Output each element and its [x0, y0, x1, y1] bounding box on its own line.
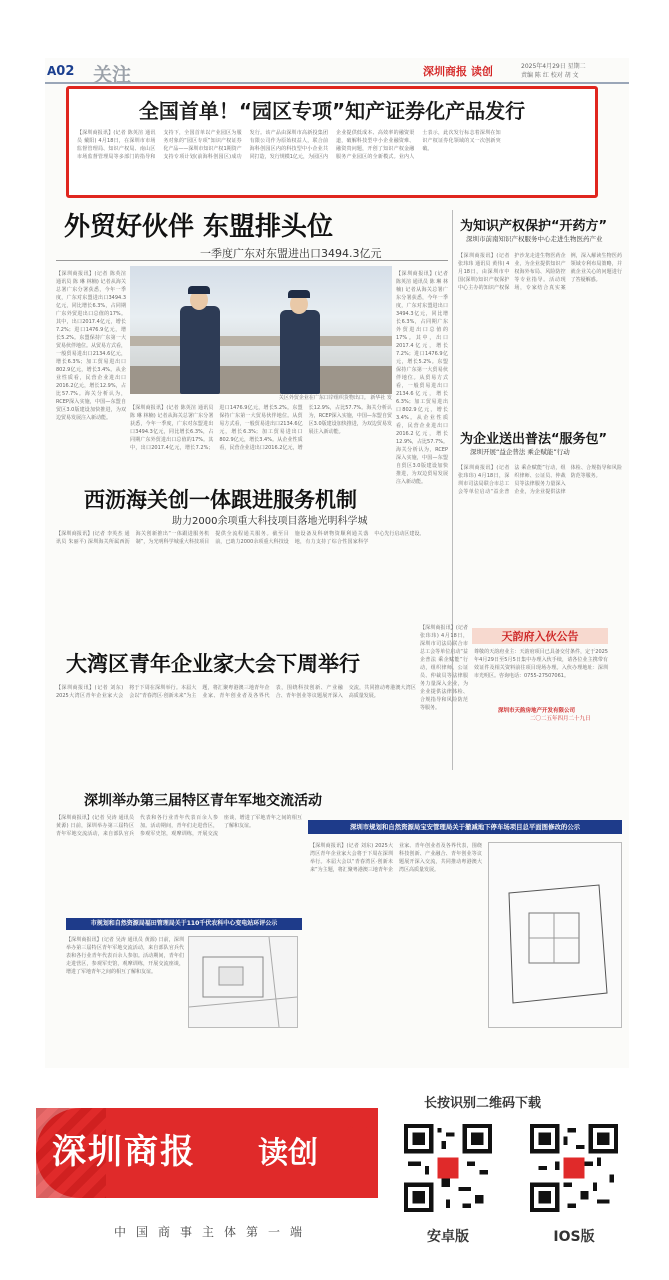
brand-name: 深圳商报 — [52, 1132, 196, 1172]
tender-notice-right-body: 【深圳商报讯】(记者 刘东) 2025大湾区青年企业家大会将于下周在深圳举行。本届大会以“青春湾区·创新未来”为主题，将汇聚粤港澳三地青年企业家、青年创业者及各界代表，围绕科技创新、产业融合、青年创业等议题展开深入交流，共同推动粤港澳大湾区高质量发展。 — [310, 843, 482, 873]
app-tag: APP — [347, 1124, 368, 1134]
military-story-headline[interactable]: 深圳举办第三届特区青年军地交流活动 — [84, 793, 322, 809]
site-map-image — [188, 936, 298, 1028]
notice-issuer: 深圳市天韵房地产开发有限公司 — [498, 708, 576, 714]
brand-slogan: 中国商事主体第一端 — [113, 1225, 312, 1239]
photo-shelf — [130, 336, 392, 346]
section-title: 关注 — [93, 64, 132, 86]
notice-body: 尊敬的天韵府业主：天韵府项目已具备交付条件，定于2025年4月29日至5月5日集中办理入伙手续，请各位业主携带有效证件及相关资料前往项目现场办理。入伙办理地址：深圳市光明区。咨询电话：0755-27507061。 — [474, 649, 608, 679]
qr-title: 长按识别二维码下载 — [424, 1096, 542, 1111]
android-label: 安卓版 — [427, 1229, 469, 1245]
site-map-svg — [189, 937, 297, 1027]
photo-cap-2 — [288, 290, 310, 298]
lead-story-subhead: 一季度广东对东盟进出口3494.3亿元 — [200, 247, 382, 260]
side-story-2-body: 【深圳商报讯】(记者 张玮玮) 4月18日，深圳市司法局联合市总工会等单位启动“益企普法 乘企赋能”行动，组织律师、公证员、仲裁员等法律服务力量深入企业，为企业提供法律体检、合规指导和风险防范等服务。 — [458, 465, 622, 495]
side-filler-text: 【深圳商报讯】(记者 张玮玮) 4月18日，深圳市司法局联合市总工会等单位启动“益企普法 乘企赋能”行动，组织律师、公证员、仲裁员等法律服务力量深入企业，为企业提供法律体检、合规指导和风险防范等服务。 — [420, 625, 468, 711]
top-story-box[interactable] — [66, 86, 598, 198]
customs-story-subhead: 助力2000余项重大科技项目落地光明科学城 — [172, 516, 368, 527]
page-number: A02 — [47, 64, 75, 79]
youth-story-body: 【深圳商报讯】(记者 刘东) 2025大湾区青年企业家大会将于下周在深圳举行。本届大会以“青春湾区·创新未来”为主题，将汇聚粤港澳三地青年企业家、青年创业者及各界代表，围绕科技创新、产业融合、青年创业等议题展开深入交流，共同推动粤港澳大湾区高质量发展。 — [56, 685, 416, 699]
android-qr-code[interactable] — [402, 1122, 494, 1214]
brand-app-name: 读创 — [258, 1136, 318, 1171]
paper-logo: 深圳商报 读创 — [423, 65, 493, 78]
photo-cap-1 — [188, 286, 210, 294]
youth-story-headline[interactable]: 大湾区青年企业家大会下周举行 — [66, 652, 360, 676]
android-qr-svg — [404, 1124, 492, 1212]
ios-qr-code[interactable] — [528, 1122, 620, 1214]
ios-label: IOS版 — [553, 1229, 595, 1245]
photo-caption: 关区外贸企业在广东口岸组织货物出口。 新华社 发 — [278, 395, 392, 401]
ios-qr-svg — [530, 1124, 618, 1212]
news-photo[interactable] — [130, 266, 392, 394]
notice-title[interactable]: 天韵府入伙公告 — [472, 628, 608, 644]
page-header — [45, 60, 629, 84]
notice-date: 二〇二五年四月二十九日 — [530, 716, 591, 722]
tender-notice-left-body: 【深圳商报讯】(记者 吴涛 通讯员 黄源) 日前，深圳举办第三届特区青年军地交流活动，来自部队官兵代表和各行业青年代表百余人参加。活动期间，青年们走进营区，参观军史馆，观摩训练，开展交流座谈，增进了军地青年之间的相互了解和友谊。 — [66, 937, 184, 975]
side-story-2-subhead: 深圳开展“益企普法 乘企赋能”行动 — [470, 448, 570, 456]
lead-story-body-col3: 【深圳商报讯】(记者 陈英渲 通讯员 陈 琳 林楠) 记者从海关总署广东分署获悉，今年一季度，广东对东盟进出口3494.3亿元，同比增长6.3%，占同期广东外贸进出口总值的17%。其中，出口2017.4亿元，增长7.2%；进口1476.9亿元，增长5.2%。东盟保持广东第一大贸易伙伴地位。从贸易方式看，一般贸易进出口2134.6亿元，增长6.3%；加工贸易进出口802.9亿元，增长3.4%。从企业性质看，民营企业进出口2016.2亿元，增长12.9%，占比57.7%。海关分析认为，RCEP深入实施，中国—东盟自贸区3.0版建设加快推进，为双边贸易发展注入新动能。 — [396, 271, 448, 485]
customs-story-headline[interactable]: 西沥海关创一体跟进服务机制 — [84, 488, 357, 512]
photo-floor — [130, 366, 392, 394]
lead-story-headline[interactable]: 外贸好伙伴 东盟排头位 — [64, 212, 334, 242]
customs-story-body: 【深圳商报讯】(记者 李英杰 通讯员 朱丽平) 深圳海关所属西沥海关创新推出“一体跟进服务机制”，为光明科学城重大科技项目提供全流程通关服务。截至目前，已助力2000余项重大科技设施设备及科研物资顺利通关落地，有力支持了综合性国家科学中心先行启动区建设。 — [56, 531, 425, 545]
divider — [56, 260, 448, 261]
military-story-body: 【深圳商报讯】(记者 吴涛 通讯员 黄源) 日前，深圳举办第三届特区青年军地交流活动，来自部队官兵代表和各行业青年代表百余人参加。活动期间，青年们走进营区，参观军史馆，观摩训练，开展交流座谈，增进了军地青年之间的相互了解和友谊。 — [56, 815, 302, 837]
floor-plan-svg — [489, 843, 621, 1027]
tender-notice-right-title[interactable]: 深圳市规划和自然资源局宝安管理局关于撤减地下停车场项目总平面图修改的公示 — [308, 820, 622, 834]
photo-person-2 — [280, 310, 320, 394]
floor-plan-image — [488, 842, 622, 1028]
side-story-1-body: 【深圳商报讯】(记者 张玮玮 通讯员 黄伟) 4月18日，由深圳市中国(深圳)知识产权保护中心主办的知识产权保护沙龙走进生物医药企业，为企业提供知识产权海外布局、风险防控等专业指导。活动现场，专家结合真实案例，深入解读生物医药领域专利布局策略，并就企业关心的问题进行了答疑解惑。 — [458, 253, 622, 291]
top-story-body: 【深圳商报讯】(记者 陈英渲 通讯员 戴阳) 4月18日，在深圳市市场监督管理局、知识产权局、南山区市场监督管理局等多部门的指导和支持下，全国首单以产业园区为服务对象的“园区专项”知识产权证券化产品——深圳市知识产权1期资产支持专项计划(前海科创园区)成功发行。该产品由深圳市高新投集团有限公司作为原始权益人，联合前海科创园区内的科技型中小企业共同打造，发行规模1亿元，为园区内企业提供低成本、高效率的融资渠道，破解科技型中小企业融资难、融资贵问题，开创了知识产权金融服务产业园区的全新模式。业内人士表示，此次发行标志着深圳在知识产权证券化领域的又一次创新突破。 — [77, 130, 501, 160]
top-story-headline: 全国首单！“园区专项”知产证券化产品发行 — [138, 99, 526, 123]
side-story-1-subhead: 深圳市前南知识产权服务中心走进生物医药产业 — [466, 235, 603, 243]
lead-story-body-col1: 【深圳商报讯】(记者 陈英渲 通讯员 陈 琳 林楠) 记者从海关总署广东分署获悉，今年一季度，广东对东盟进出口3494.3亿元，同比增长6.3%，占同期广东外贸进出口总值的17%。其中，出口2017.4亿元，增长7.2%；进口1476.9亿元，增长5.2%。东盟保持广东第一大贸易伙伴地位。从贸易方式看，一般贸易进出口2134.6亿元，增长6.3%；加工贸易进出口802.9亿元，增长3.4%。从企业性质看，民营企业进出口2016.2亿元，增长12.9%，占比57.7%。海关分析认为，RCEP深入实施，中国—东盟自贸区3.0版建设加快推进，为双边贸易发展注入新动能。 — [56, 271, 127, 421]
side-story-1-headline[interactable]: 为知识产权保护“开药方” — [460, 219, 608, 234]
lead-story-body-col2: 【深圳商报讯】(记者 陈英渲 通讯员 陈 琳 林楠) 记者从海关总署广东分署获悉，今年一季度，广东对东盟进出口3494.3亿元，同比增长6.3%，占同期广东外贸进出口总值的17%。其中，出口2017.4亿元，增长7.2%；进口1476.9亿元，增长5.2%。东盟保持广东第一大贸易伙伴地位。从贸易方式看，一般贸易进出口2134.6亿元，增长6.3%；加工贸易进出口802.9亿元，增长3.4%。从企业性质看，民营企业进出口2016.2亿元，增长12.9%，占比57.7%。海关分析认为，RCEP深入实施，中国—东盟自贸区3.0版建设加快推进，为双边贸易发展注入新动能。 — [130, 405, 392, 451]
header-meta: 2025年4月29日 星期二 责编 陈 红 校对 胡 文 — [521, 63, 586, 79]
side-story-2-headline[interactable]: 为企业送出普法“服务包” — [460, 432, 608, 447]
photo-person-1 — [180, 306, 220, 394]
tender-notice-left-title[interactable]: 市规划和自然资源局福田管理局关于110千伏农科中心变电站环评公示 — [66, 918, 302, 930]
